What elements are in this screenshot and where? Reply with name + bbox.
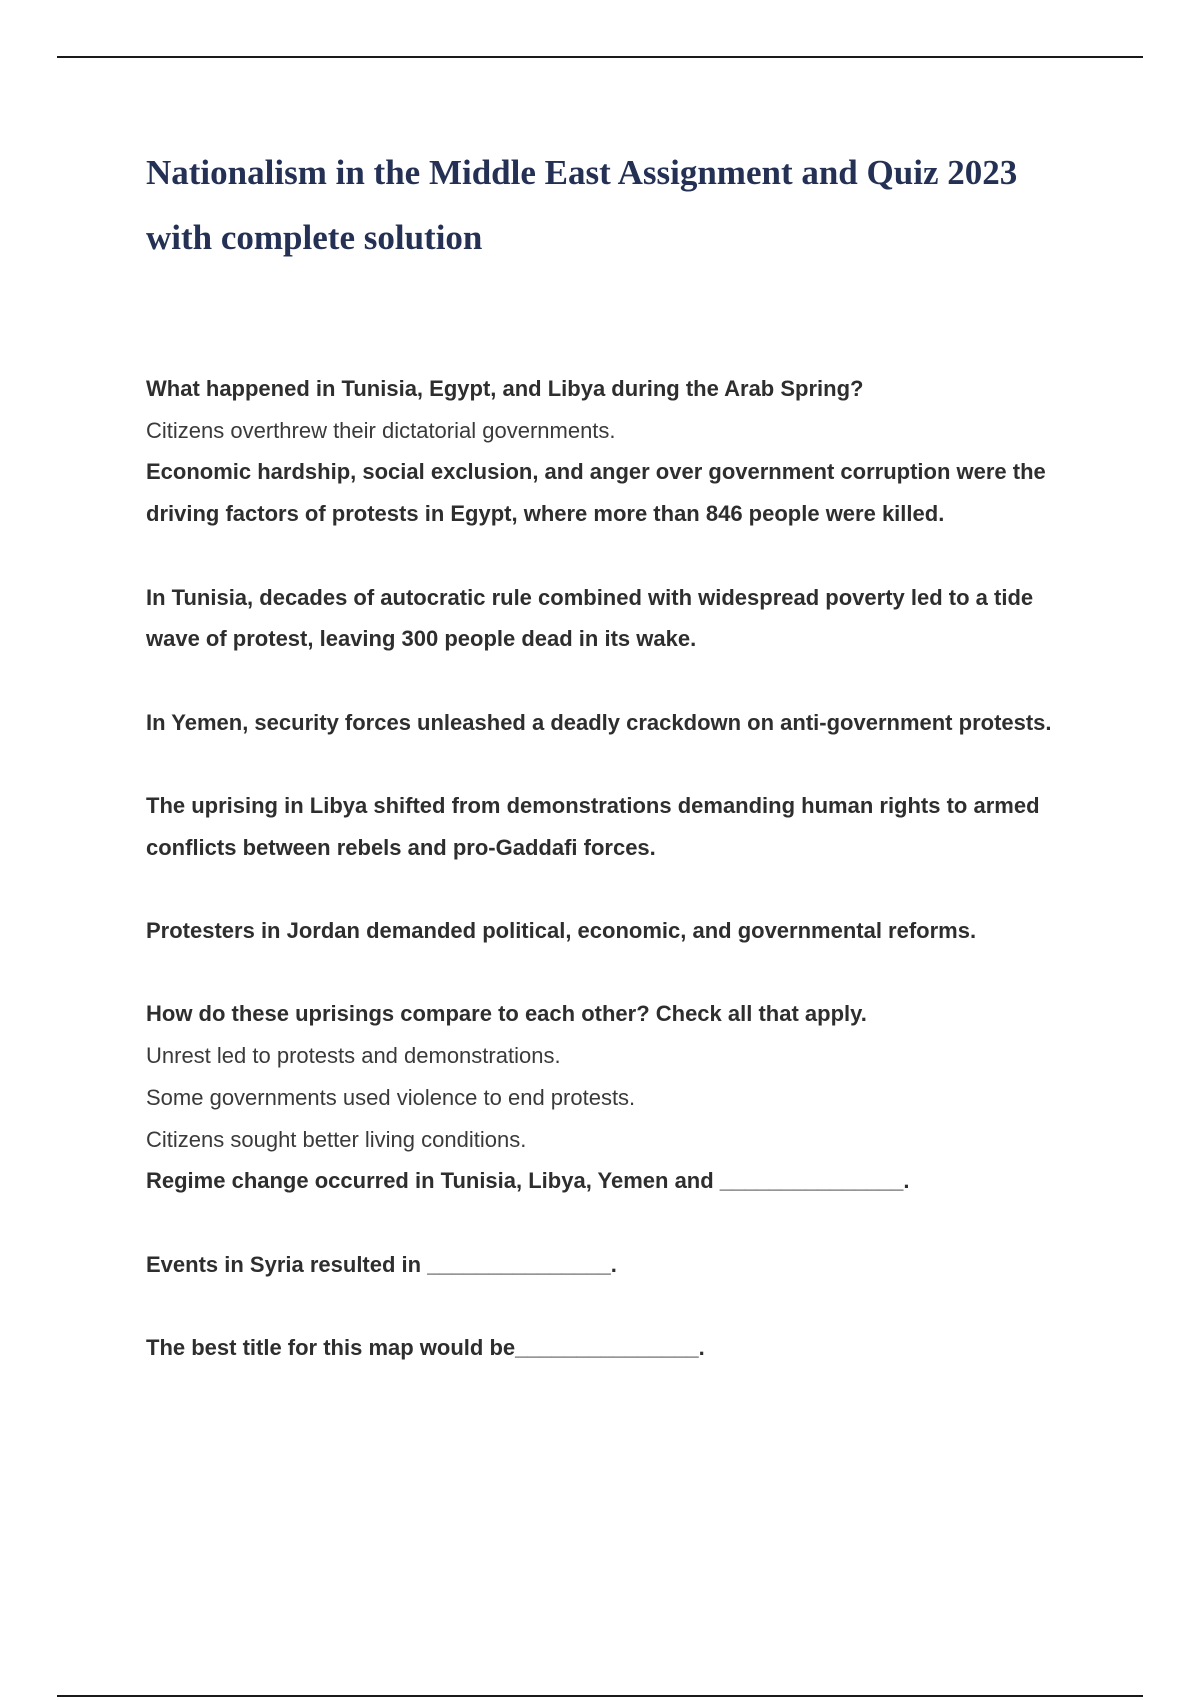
spacer <box>146 1202 1086 1244</box>
answer-text: Some governments used violence to end protests. <box>146 1084 636 1110</box>
question-text: In Yemen, security forces unleashed a deadly crackdown on anti-government protests. <box>146 709 1052 735</box>
question-text: What happened in Tunisia, Egypt, and Libya during the Arab Spring? <box>146 376 864 401</box>
document-content <box>146 140 1086 1369</box>
spacer <box>146 660 1086 702</box>
answer-text: Unrest led to protests and demonstrations. <box>146 1043 561 1069</box>
question-text: Regime change occurred in Tunisia, Libya, Yemen and _______________. <box>146 1168 910 1194</box>
spacer <box>146 1285 1086 1327</box>
spacer <box>146 868 1086 910</box>
question-text: How do these uprisings compare to each other? Check all that apply. <box>146 1001 867 1027</box>
answer-text: Citizens sought better living conditions. <box>146 1126 527 1152</box>
answer-text: Citizens overthrew their dictatorial governments. <box>146 417 616 443</box>
spacer <box>146 743 1086 785</box>
bottom-rule <box>57 1695 1143 1697</box>
question-text: Protesters in Jordan demanded political, economic, and governmental reforms. <box>146 918 977 944</box>
question-text: In Tunisia, decades of autocratic rule combined with widespread poverty led to a tide wave of protest, leaving 300 people dead in its wake. <box>146 584 1034 652</box>
question-text: The uprising in Libya shifted from demonstrations demanding human rights to armed conflicts between rebels and pro-Gaddafi forces. <box>146 792 1040 860</box>
document-body <box>146 368 1086 1369</box>
question-text: Events in Syria resulted in _______________. <box>146 1251 617 1277</box>
question-text: The best title for this map would be_______________. <box>146 1335 705 1361</box>
document-title: Nationalism in the Middle East Assignment and Quiz 2023 with complete solution <box>146 153 1018 257</box>
top-rule <box>57 56 1143 58</box>
spacer <box>146 535 1086 577</box>
question-text: Economic hardship, social exclusion, and anger over government corruption were the driving factors of protests in Egypt, where more than 846 people were killed. <box>146 459 1046 527</box>
spacer <box>146 952 1086 994</box>
